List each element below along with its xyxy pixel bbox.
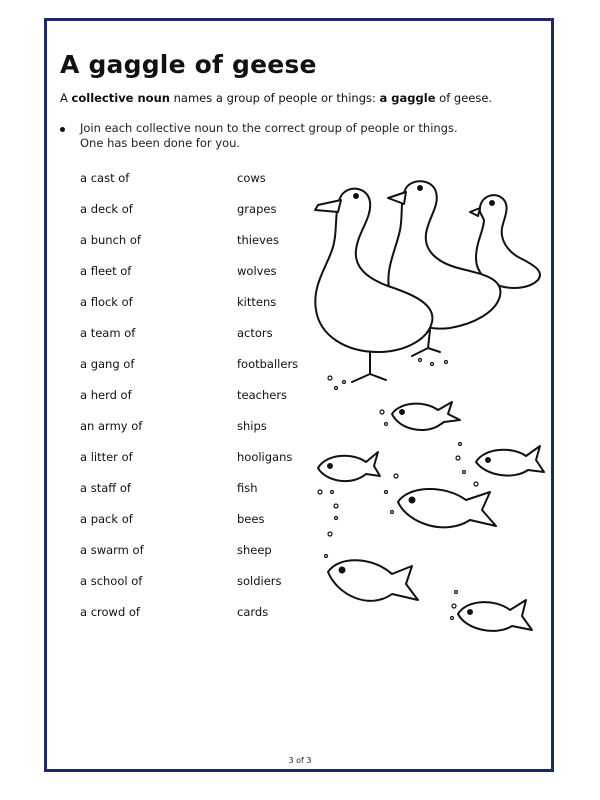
collective-noun-item: a bunch of — [80, 233, 141, 247]
collective-noun-item: a swarm of — [80, 543, 144, 557]
group-item: hooligans — [237, 450, 293, 464]
collective-noun-item: a team of — [80, 326, 136, 340]
fish-illustration — [392, 402, 460, 430]
group-item: kittens — [237, 295, 277, 309]
group-item: bees — [237, 512, 265, 526]
fish-illustration — [476, 446, 544, 476]
collective-noun-item: a deck of — [80, 202, 133, 216]
collective-noun-item: a fleet of — [80, 264, 132, 278]
collective-noun-item: a cast of — [80, 171, 130, 185]
group-item: ships — [237, 419, 267, 433]
group-item: wolves — [237, 264, 277, 278]
fish-illustration — [328, 560, 418, 601]
geese-and-fish-illustration — [300, 175, 550, 650]
group-item: cows — [237, 171, 266, 185]
group-item: thieves — [237, 233, 279, 247]
group-item: cards — [237, 605, 269, 619]
definition-part-2: names a group of people or things: — [169, 91, 380, 105]
instruction — [60, 121, 500, 151]
group-item: fish — [237, 481, 258, 495]
definition-text — [60, 91, 492, 105]
fish-illustration — [318, 452, 380, 481]
collective-noun-item: a staff of — [80, 481, 131, 495]
group-item: grapes — [237, 202, 277, 216]
collective-noun-item: a pack of — [80, 512, 133, 526]
collective-noun-item: a gang of — [80, 357, 135, 371]
fish-illustration — [458, 600, 532, 631]
fish-illustration — [398, 489, 496, 527]
collective-noun-item: a crowd of — [80, 605, 140, 619]
instruction-line-2: One has been done for you. — [80, 136, 241, 150]
collective-noun-item: a herd of — [80, 388, 132, 402]
group-item: teachers — [237, 388, 288, 402]
group-item: footballers — [237, 357, 299, 371]
collective-noun-item: an army of — [80, 419, 143, 433]
group-item: soldiers — [237, 574, 282, 588]
definition-example: a gaggle — [379, 91, 436, 105]
page-title: A gaggle of geese — [60, 50, 317, 79]
definition-part-1: A — [60, 91, 72, 105]
definition-term: collective noun — [71, 91, 170, 105]
collective-noun-item: a flock of — [80, 295, 133, 309]
bullet-icon — [60, 127, 65, 132]
group-item: actors — [237, 326, 273, 340]
collective-noun-item: a litter of — [80, 450, 133, 464]
definition-part-3: of geese. — [435, 91, 493, 105]
page-number: 3 of 3 — [288, 756, 312, 765]
instruction-line-1: Join each collective noun to the correct group of people or things. — [80, 121, 458, 135]
collective-noun-item: a school of — [80, 574, 143, 588]
group-item: sheep — [237, 543, 272, 557]
